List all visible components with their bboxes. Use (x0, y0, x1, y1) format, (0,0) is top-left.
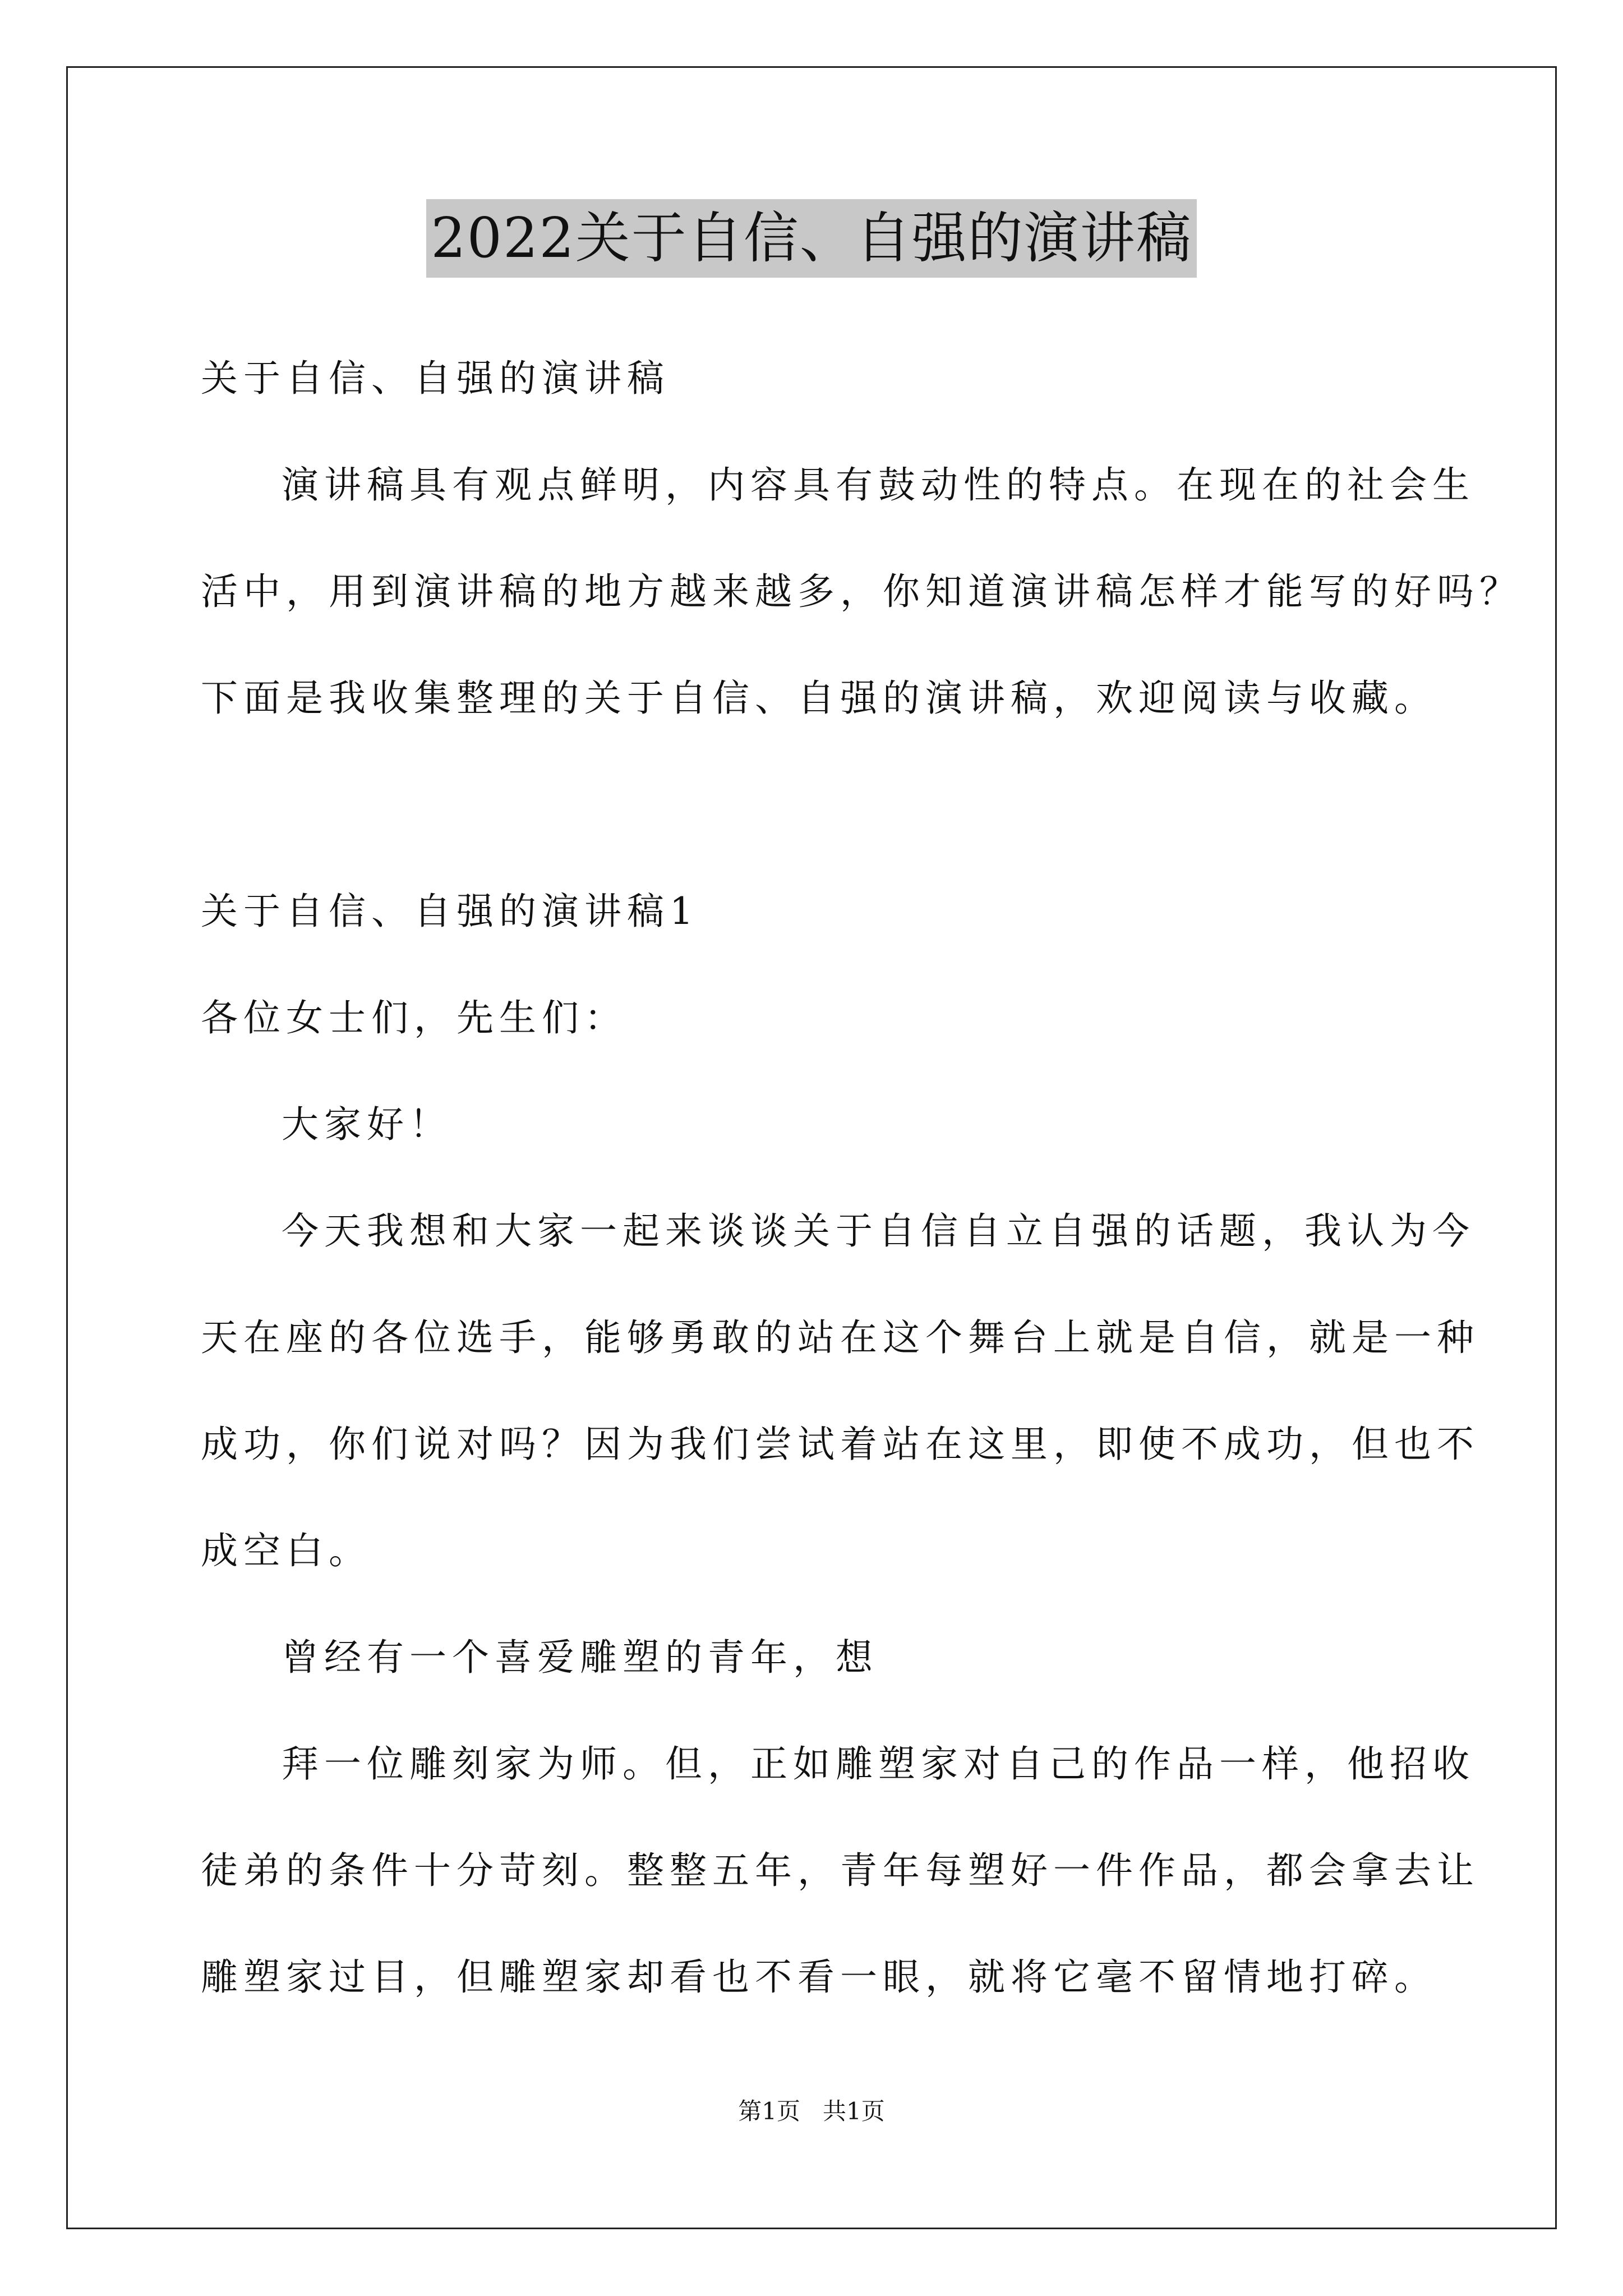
document-title: 2022关于自信、自强的演讲稿 (426, 199, 1196, 278)
section-heading: 关于自信、自强的演讲稿1 (201, 890, 699, 933)
document-subtitle: 关于自信、自强的演讲稿 (201, 357, 670, 400)
paragraph-2: 曾经有一个喜爱雕塑的青年，想 (282, 1636, 878, 1679)
page-footer: 第1页 共1页 (738, 2097, 885, 2125)
paragraph-1-line-3: 成功，你们说对吗？因为我们尝试着站在这里，即使不成功，但也不 (201, 1423, 1479, 1466)
intro-line-3: 下面是我收集整理的关于自信、自强的演讲稿，欢迎阅读与收藏。 (201, 677, 1437, 720)
salutation: 各位女士们，先生们： (201, 996, 627, 1039)
paragraph-1-line-4: 成空白。 (201, 1529, 371, 1572)
intro-line-1: 演讲稿具有观点鲜明，内容具有鼓动性的特点。在现在的社会生 (282, 463, 1475, 507)
greeting: 大家好！ (282, 1103, 452, 1146)
intro-line-2: 活中，用到演讲稿的地方越来越多，你知道演讲稿怎样才能写的好吗？ (201, 570, 1522, 613)
paragraph-1-line-2: 天在座的各位选手，能够勇敢的站在这个舞台上就是自信，就是一种 (201, 1316, 1479, 1359)
paragraph-3-line-3: 雕塑家过目，但雕塑家却看也不看一眼，就将它毫不留情地打碎。 (201, 1955, 1437, 1999)
paragraph-1-line-1: 今天我想和大家一起来谈谈关于自信自立自强的话题，我认为今 (282, 1209, 1475, 1253)
title-container (0, 199, 1623, 278)
paragraph-3-line-2: 徒弟的条件十分苛刻。整整五年，青年每塑好一件作品，都会拿去让 (201, 1849, 1479, 1892)
paragraph-3-line-1: 拜一位雕刻家为师。但，正如雕塑家对自己的作品一样，他招收 (282, 1742, 1475, 1786)
